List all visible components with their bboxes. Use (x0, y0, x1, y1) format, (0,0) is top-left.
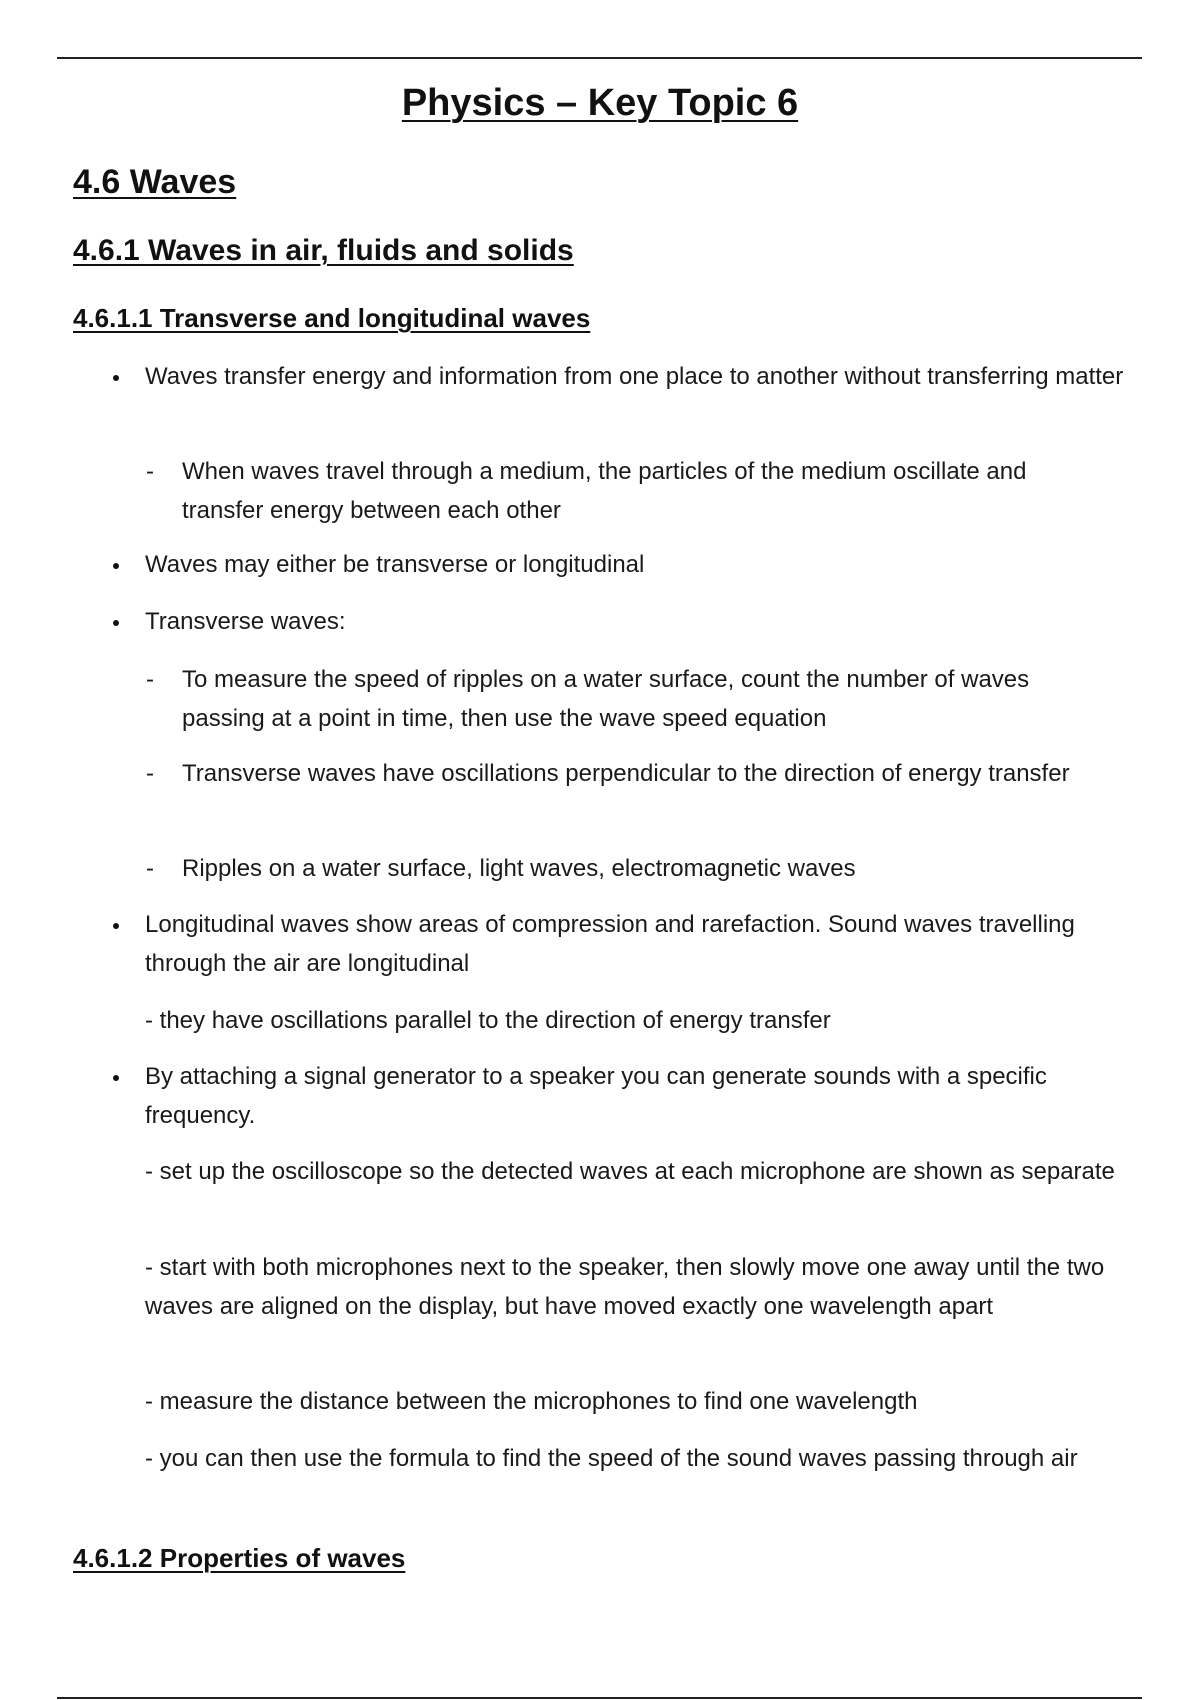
subsubsection-heading-transverse-longitudinal: 4.6.1.1 Transverse and longitudinal waves (73, 303, 591, 333)
subsubsection-heading-properties-of-waves: 4.6.1.2 Properties of waves (73, 1543, 406, 1573)
list-item: By attaching a signal generator to a speaker you can generate sounds with a specific frequency. (145, 1063, 1047, 1129)
section-heading-waves: 4.6 Waves (73, 163, 237, 201)
dash-marker: - (146, 855, 154, 882)
list-item: Ripples on a water surface, light waves, electromagnetic waves (182, 855, 856, 882)
list-item: - set up the oscilloscope so the detected waves at each microphone are shown as separate (145, 1158, 1115, 1185)
bullet-icon (113, 1075, 119, 1081)
bullet-icon (113, 563, 119, 569)
list-item: Waves transfer energy and information from one place to another without transferring matter (145, 363, 1124, 390)
top-rule (57, 57, 1142, 59)
list-item: Longitudinal waves show areas of compression and rarefaction. Sound waves travelling through the air are longitudinal (145, 911, 1075, 977)
dash-marker: - (146, 666, 154, 693)
list-item: Transverse waves have oscillations perpendicular to the direction of energy transfer (182, 760, 1070, 787)
bullet-icon (113, 923, 119, 929)
bullet-icon (113, 375, 119, 381)
list-item: Waves may either be transverse or longitudinal (145, 551, 645, 578)
subsection-heading-waves-in-air: 4.6.1 Waves in air, fluids and solids (73, 234, 574, 267)
list-item: To measure the speed of ripples on a water surface, count the number of waves passing at a point in time, then use the wave speed equation (182, 666, 1030, 732)
list-item: When waves travel through a medium, the particles of the medium oscillate and transfer energy between each other (182, 458, 1027, 524)
list-item: Transverse waves: (145, 608, 346, 635)
list-item: - you can then use the formula to find the speed of the sound waves passing through air (145, 1445, 1078, 1472)
bottom-rule (57, 1697, 1142, 1699)
dash-marker: - (146, 760, 154, 787)
page-title: Physics – Key Topic 6 (401, 82, 799, 124)
list-item: - they have oscillations parallel to the direction of energy transfer (145, 1007, 831, 1034)
list-item: - measure the distance between the microphones to find one wavelength (145, 1388, 918, 1415)
list-item: - start with both microphones next to the speaker, then slowly move one away until the two waves are aligned on the display, but have moved exactly one wavelength apart (145, 1254, 1105, 1320)
dash-marker: - (146, 458, 154, 485)
bullet-icon (113, 620, 119, 626)
